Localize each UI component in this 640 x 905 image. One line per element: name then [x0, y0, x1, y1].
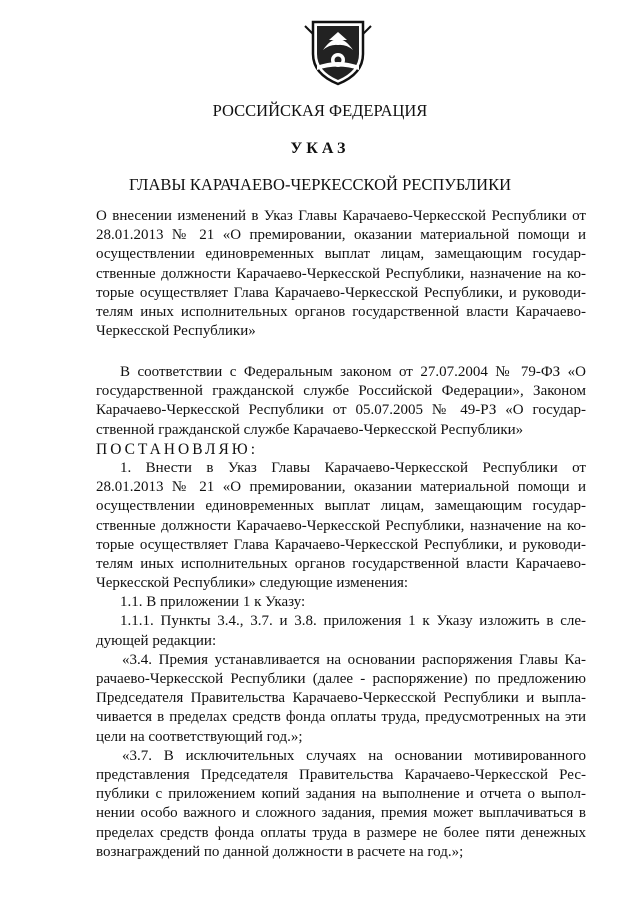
head-of-republic-heading: ГЛАВЫ КАРАЧАЕВО-ЧЕРКЕССКОЙ РЕСПУБЛИКИ	[128, 175, 512, 194]
body-line: пределах средств фонда оплаты труда в размере не более пяти денежных	[96, 824, 586, 841]
decree-body	[96, 363, 586, 862]
body-line: «3.4. Премия устанавливается на основании распоряжения Главы Ка-	[122, 651, 586, 668]
body-line: публики с приложением копий задания на выполнение и отчета о выпол-	[96, 786, 586, 803]
body-line: торые осуществляет Глава Карачаево-Черкесской Республики, и руководи-	[96, 536, 586, 553]
body-line: Черкесской Республики» следующие изменения:	[96, 575, 409, 592]
resolution-word: ПОСТАНОВЛЯЮ:	[96, 440, 259, 458]
decree-title	[96, 207, 586, 341]
body-line: ственной гражданской службе Карачаево-Черкесской Республики»	[96, 421, 524, 438]
body-line: Председателя Правительства Карачаево-Черкесской Республики и выпла-	[96, 690, 586, 707]
body-line: 28.01.2013 № 21 «О премировании, оказании материальной помощи и	[96, 479, 586, 496]
title-line: торые осуществляет Глава Карачаево-Черкесской Республики, и руководи-	[96, 284, 586, 301]
body-line: представления Председателя Правительства Карачаево-Черкесской Рес-	[96, 766, 586, 783]
body-line: вознаграждений по данной должности в расчете на год.»;	[96, 843, 464, 860]
title-line: Черкесской Республики»	[96, 323, 256, 340]
body-line: 1.1.1. Пункты 3.4., 3.7. и 3.8. приложения 1 к Указу изложить в сле-	[120, 613, 586, 630]
title-line: телям иных исполнительных органов государственной власти Карачаево-	[96, 303, 586, 320]
title-line: осуществлении единовременных выплат лицам, замещающим государ-	[96, 246, 586, 263]
body-line: ственные должности Карачаево-Черкесской Республики, назначение на ко-	[96, 517, 586, 534]
country-heading: РОССИЙСКАЯ ФЕДЕРАЦИЯ	[212, 101, 428, 120]
body-line: 1. Внести в Указ Главы Карачаево-Черкесской Республики от	[120, 459, 586, 476]
body-line: цели на соответствующий год.»;	[96, 728, 303, 745]
body-line: телям иных исполнительных органов государственной власти Карачаево-	[96, 555, 586, 572]
body-line: нении особо важного и сложного задания, премия может выплачиваться в	[96, 805, 586, 822]
body-line: рачаево-Черкесской Республики (далее - распоряжение) по предложению	[96, 671, 586, 687]
title-line: 28.01.2013 № 21 «О премировании, оказании материальной помощи и	[96, 227, 586, 244]
body-line: государственной гражданской службе Российской Федерации», Законом	[96, 383, 586, 400]
title-line: ственные должности Карачаево-Черкесской Республики, назначение на ко-	[96, 265, 586, 282]
title-line: О внесении изменений в Указ Главы Карачаево-Черкесской Республики от	[96, 208, 586, 224]
body-line: чивается в пределах средств фонда оплаты труда, предусмотренных на эти	[96, 709, 586, 726]
body-line: Карачаево-Черкесской Республики от 05.07.2005 № 49-РЗ «О государ-	[96, 402, 586, 419]
decree-heading: УКАЗ	[290, 140, 350, 157]
body-line: осуществлении единовременных выплат лицам, замещающим государ-	[96, 498, 586, 515]
body-line: дующей редакции:	[96, 632, 217, 649]
body-line: «3.7. В исключительных случаях на основании мотивированного	[122, 747, 586, 764]
body-line: 1.1. В приложении 1 к Указу:	[120, 594, 306, 611]
coat-of-arms-emblem	[303, 14, 373, 86]
body-line: В соответствии с Федеральным законом от 27.07.2004 № 79-ФЗ «О	[120, 364, 586, 380]
